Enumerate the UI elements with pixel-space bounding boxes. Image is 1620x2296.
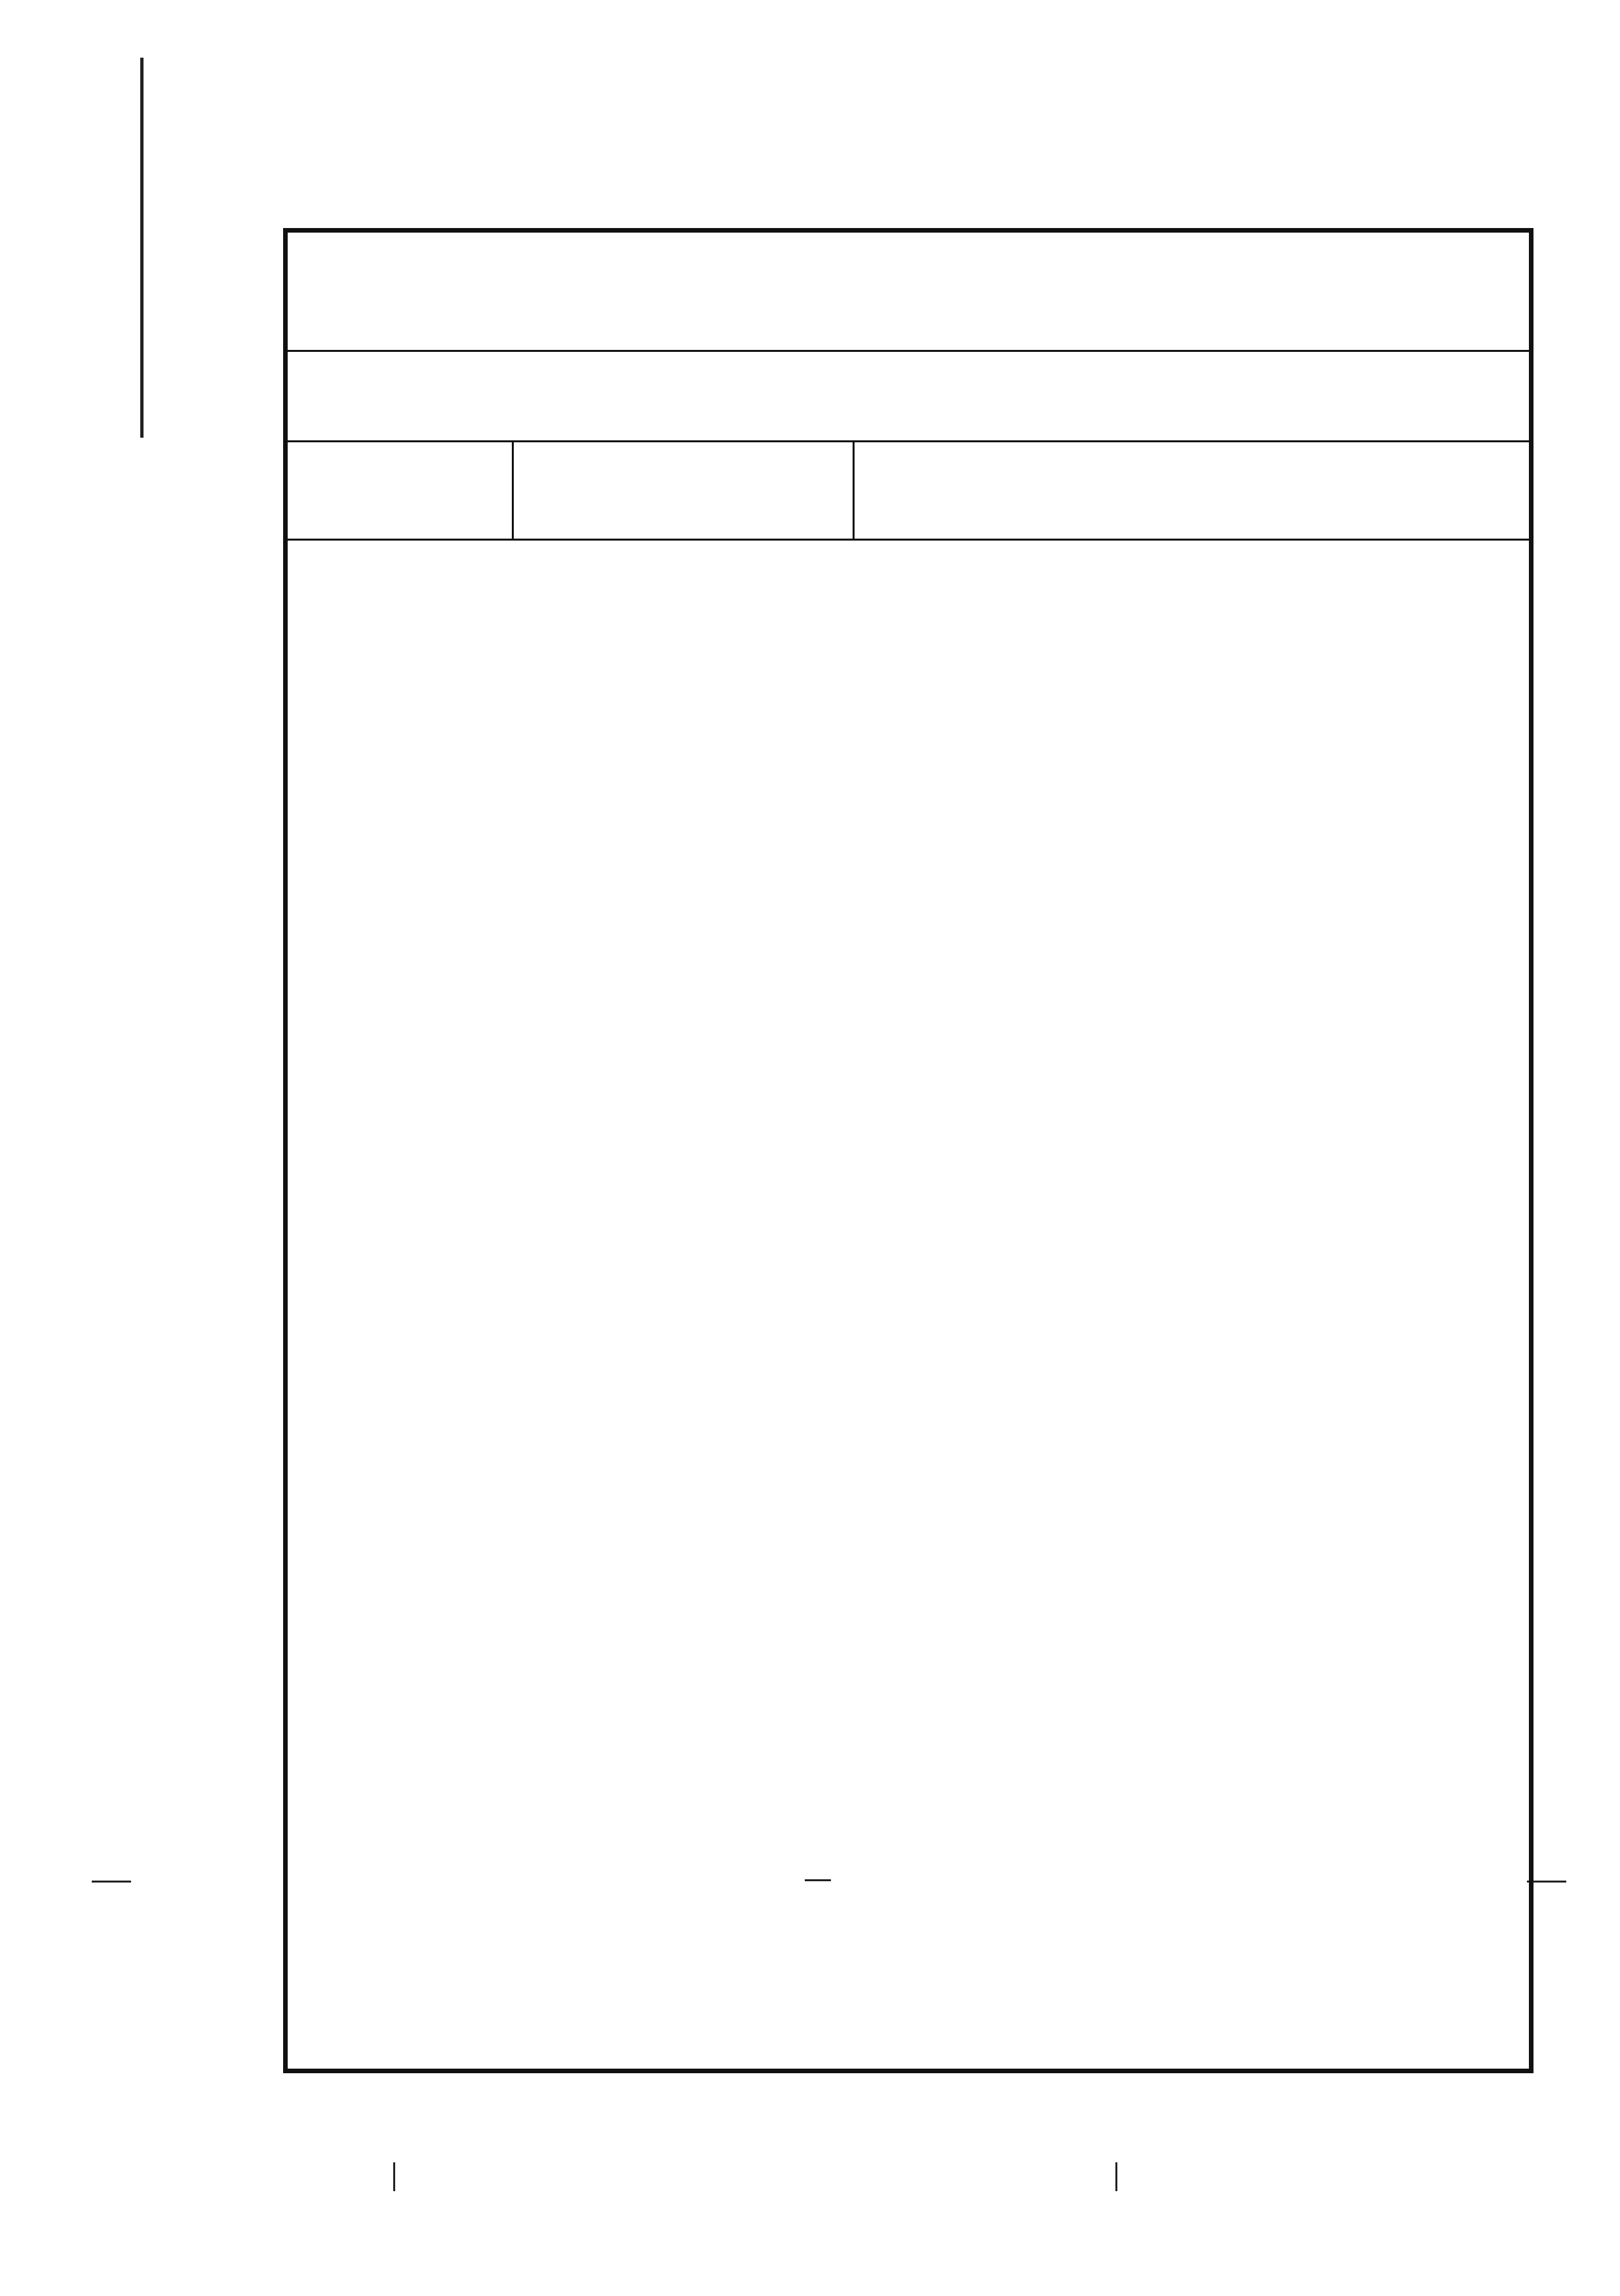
column-header-row	[288, 442, 1529, 541]
usage-permit-annex-form	[283, 228, 1533, 2073]
crop-mark-left	[92, 1881, 131, 1883]
form-title-row	[288, 233, 1529, 352]
scan-edge-line	[140, 58, 144, 438]
crop-mark-bottom-left	[393, 2162, 395, 2191]
section-title-row	[288, 352, 1529, 442]
header-approval-number	[512, 442, 853, 539]
header-completion-approval	[853, 442, 1529, 539]
crop-mark-bottom-right	[1115, 2162, 1117, 2191]
header-change-content	[288, 442, 512, 539]
